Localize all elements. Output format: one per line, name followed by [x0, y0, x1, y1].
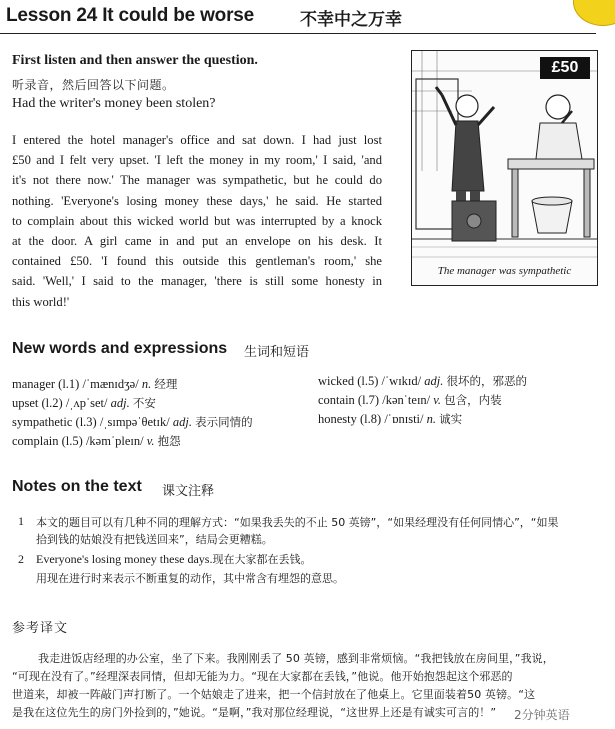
money-sign: £50	[551, 59, 579, 76]
manager-cartoon	[412, 51, 597, 285]
lesson-illustration	[411, 50, 598, 286]
translation-heading: 参考译文	[12, 621, 69, 636]
note-example: Everyone's losing money these days.现在大家都在丢钱。	[36, 552, 312, 566]
translation-line: 是我在这位先生的房门外捡到的，”她说。“是啊，”我对那位经理说，“这世界上还是有诚实可言的！”	[12, 706, 497, 719]
corner-sticker	[573, 0, 615, 26]
lesson-title: Lesson 24 It could be worse	[6, 5, 255, 26]
vocab-entry: contain (l.7) /kənˈteɪn/ v. 包含，内装	[318, 393, 502, 407]
vocab-entry: wicked (l.5) /ˈwɪkɪd/ adj. 很坏的，邪恶的	[318, 374, 527, 388]
vocab-entry: upset (l.2) /ˌʌpˈset/ adj. 不安	[12, 396, 156, 410]
translation-line: 世道来，却被一阵敲门声打断了。一个姑娘走了进来，把一个信封放在了他桌上。它里面装着50 英镑。“这	[12, 688, 536, 701]
passage-line: it's not there now.' The manager was sympathetic, but he could do	[12, 173, 382, 188]
passage-line: £50 and I felt very upset. 'I left the money in my room,' I said, 'and	[12, 153, 382, 168]
vocab-entry: complain (l.5) /kəmˈpleɪn/ v. 抱怨	[12, 434, 181, 448]
lesson-title-chinese: 不幸中之万幸	[300, 10, 402, 30]
passage-line: contained £50. 'I found this outside this gentleman's room,' she	[12, 254, 382, 269]
header-divider	[0, 33, 596, 34]
vocab-entry: honesty (l.8) /ˈɒnɪsti/ n. 诚实	[318, 412, 463, 426]
new-words-heading-chinese: 生词和短语	[244, 345, 310, 360]
passage-line: at the door. A girl came in and put an envelope on his desk. It	[12, 234, 382, 249]
new-words-heading: New words and expressions	[12, 340, 228, 357]
passage-line: this world!'	[12, 294, 70, 309]
translation-line: 我走进饭店经理的办公室，坐了下来。我刚刚丢了 50 英镑，感到非常烦恼。“我把钱放在房间里，”我说，	[38, 652, 554, 665]
vocab-entry: manager (l.1) /ˈmænɪdʒə/ n. 经理	[12, 377, 178, 391]
note-number: 2	[18, 552, 24, 566]
notes-heading-chinese: 课文注释	[162, 484, 215, 499]
note-text: 拾到钱的姑娘没有把钱送回来”，结局会更糟糕。	[36, 533, 273, 546]
passage-line: said. 'Well,' I said to the manager, 'there is still some honesty in	[12, 274, 382, 289]
listening-instruction-chinese: 听录音，然后回答以下问题。	[12, 78, 175, 92]
note-text: 本文的题目可以有几种不同的理解方式：“如果我丢失的不止 50 英镑”，“如果经理没有任何同情心”，“如果	[36, 516, 559, 529]
watermark: 2分钟英语	[514, 708, 570, 722]
passage-line: to complain about this wicked world but was interrupted by a knock	[12, 213, 382, 228]
comprehension-question: Had the writer's money been stolen?	[12, 96, 216, 111]
illustration-caption: The manager was sympathetic	[437, 265, 572, 277]
passage-line: I entered the hotel manager's office and sat down. I had just lost	[12, 133, 382, 147]
translation-line: “可现在没有了。”经理深表同情，但却无能为力。“现在大家都在丢钱，”他说。他开始抱怨起这个邪恶的	[12, 670, 513, 683]
note-text: 用现在进行时来表示不断重复的动作，其中常含有埋怨的意思。	[36, 572, 344, 585]
lesson-passage	[12, 130, 382, 312]
lesson-header	[0, 0, 615, 34]
notes-heading: Notes on the text	[12, 478, 142, 495]
note-number: 1	[18, 514, 24, 528]
vocab-entry: sympathetic (l.3) /ˌsɪmpəˈθetɪk/ adj. 表示同情的	[12, 415, 253, 429]
listening-instruction: First listen and then answer the question.	[12, 53, 258, 68]
passage-line: nothing. 'Everyone's losing money these days,' he said. He started	[12, 193, 382, 208]
